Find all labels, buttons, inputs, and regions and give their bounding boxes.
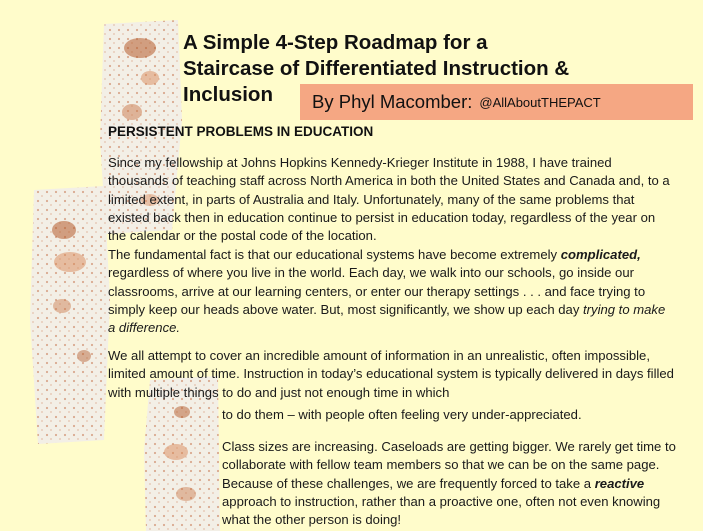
author-byline-banner bbox=[300, 84, 693, 120]
title-line-1: A Simple 4-Step Roadmap for a bbox=[183, 31, 488, 54]
section-heading: PERSISTENT PROBLEMS IN EDUCATION bbox=[108, 124, 374, 139]
paragraph-text: approach to instruction, rather than a proactive one, often not even knowing what the other person is doing! bbox=[222, 493, 661, 528]
emphasis-complicated: complicated, bbox=[560, 247, 641, 262]
title-line-3: Inclusion bbox=[183, 83, 273, 106]
author-handle: @AllAboutTHEPACT bbox=[479, 94, 601, 110]
emphasis-make-difference: trying to make a difference. bbox=[108, 301, 666, 336]
paragraph-text: Class sizes are increasing. Caseloads are getting bigger. We rarely get time to collaborate with fellow team members so that we can be on the same page. Because of these challenges, we are frequently forced to take a bbox=[222, 439, 676, 491]
paragraph-class-sizes bbox=[222, 438, 682, 529]
paragraph-text: regardless of where you live in the world. Each day, we walk into our schools, go inside our classrooms, arrive at our learning centers, or enter our therapy settings . . . and face trying to simply keep our heads above water. But, most significantly, we show up each day bbox=[108, 265, 646, 317]
author-name: By Phyl Macomber: bbox=[312, 91, 473, 112]
paragraph-text: The fundamental fact is that our educational systems have become extremely bbox=[108, 247, 558, 262]
paragraph-fellowship: Since my fellowship at Johns Hopkins Kennedy-Krieger Institute in 1988, I have trained thousands of teaching staff across North America in both the United States and Canada and, to a limited extent, in parts of Australia and Italy. Unfortunately, many of the same problems that existed back then in education continue to persist in education today, regardless of the year on the calendar or the postal code of the location. bbox=[108, 155, 670, 244]
paragraph-complicated-systems bbox=[108, 246, 674, 337]
paper-strip-middle bbox=[30, 186, 110, 444]
emphasis-reactive: reactive bbox=[594, 475, 645, 491]
title-line-2: Staircase of Differentiated Instruction & bbox=[183, 57, 570, 80]
paragraph-limited-time: We all attempt to cover an incredible amount of information in an unrealistic, often impossible, limited amount of time. Instruction in today’s educational system is typically delivered in days filled with multiple things to do and just not enough time in which bbox=[108, 348, 674, 400]
paragraph-under-appreciated: to do them – with people often feeling very under-appreciated. bbox=[222, 407, 582, 422]
